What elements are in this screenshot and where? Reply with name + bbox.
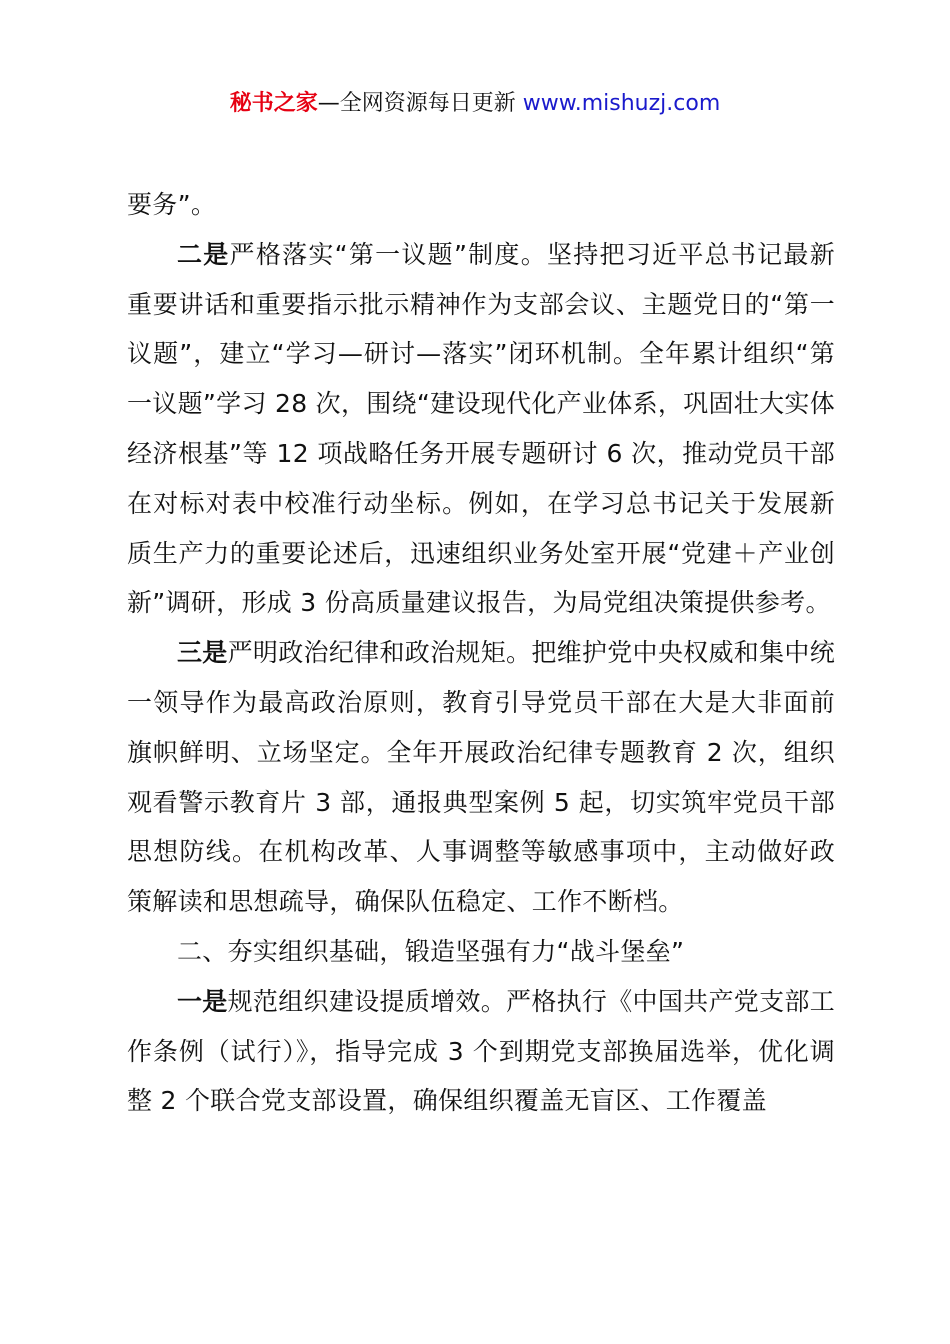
paragraph-point-one [127, 977, 835, 1126]
document-body [127, 180, 835, 1126]
header-tagline: —全网资源每日更新 [317, 91, 516, 116]
section-heading-text: 二、夯实组织基础，锻造坚强有力“战斗堡垒” [177, 936, 685, 966]
paragraph-text: 严明政治纪律和政治规矩。把维护党中央权威和集中统一领导作为最高政治原则，教育引导党员干部在大是大非面前旗帜鲜明、立场坚定。全年开展政治纪律专题教育 2 次，组织观看警示教育片 3 部，通报典型案例 5 起，切实筑牢党员干部思想防线。在机构改革、人事调整等敏感事项中，主动做好政策解读和思想疏导，确保队伍稳定、工作不断档。 [127, 638, 835, 917]
paragraph-point-three [127, 628, 835, 927]
paragraph-text: 要务”。 [127, 190, 217, 219]
section-heading [127, 927, 835, 977]
header-brand: 秘书之家 [229, 91, 318, 116]
paragraph-lead: 二是 [177, 239, 230, 269]
paragraph-continuation [127, 180, 835, 230]
header-site-link[interactable]: www.mishuzj.com [522, 91, 721, 116]
page-header [0, 88, 950, 120]
paragraph-lead: 三是 [177, 638, 228, 668]
paragraph-text: 规范组织建设提质增效。严格执行《中国共产党支部工作条例（试行）》，指导完成 3 个到期党支部换届选举，优化调整 2 个联合党支部设置，确保组织覆盖无盲区、工作覆盖 [127, 986, 835, 1116]
paragraph-point-two [127, 230, 835, 628]
paragraph-lead: 一是 [177, 986, 228, 1016]
paragraph-text: 严格落实“第一议题”制度。坚持把习近平总书记最新重要讲话和重要指示批示精神作为支部会议、主题党日的“第一议题”，建立“学习—研讨—落实”闭环机制。全年累计组织“第一议题”学习 28 次，围绕“建设现代化产业体系，巩固壮大实体经济根基”等 12 项战略任务开展专题研讨 6 次，推动党员干部在对标对表中校准行动坐标。例如，在学习总书记关于发展新质生产力的重要论述后，迅速组织业务处室开展“党建＋产业创新”调研，形成 3 份高质量建议报告，为局党组决策提供参考。 [127, 239, 835, 618]
